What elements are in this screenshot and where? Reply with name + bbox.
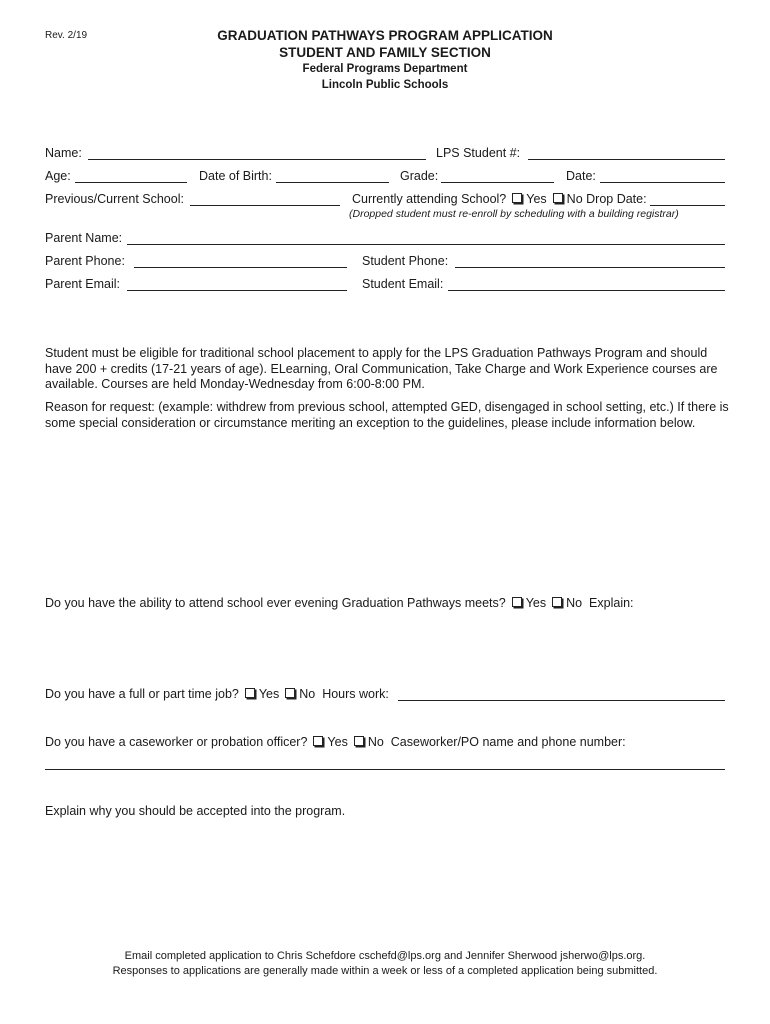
caseworker-question-group (45, 735, 626, 749)
job-no-label: No (299, 687, 316, 701)
dob-field[interactable] (276, 182, 389, 183)
name-label: Name: (45, 146, 82, 160)
attending-no-checkbox[interactable] (553, 193, 563, 203)
dob-label: Date of Birth: (199, 169, 272, 183)
date-field[interactable] (600, 182, 725, 183)
footer-response-note: Responses to applications are generally made within a week or less of a completed application being submitted. (112, 965, 658, 977)
evening-yes-checkbox[interactable] (512, 597, 522, 607)
eligibility-text: Student must be eligible for traditional school placement to apply for the LPS Graduation Pathways Program and should have 200 + credits (17-21 years of age). ELearning, Oral Communication, Take Charge and Work Experience courses are available. Courses are held Monday-Wednesday from 6:00-8:00 PM. (45, 346, 718, 391)
parent-email-field[interactable] (127, 290, 347, 291)
caseworker-question-label: Do you have a caseworker or probation officer? (45, 735, 308, 749)
name-field[interactable] (88, 159, 426, 160)
previous-school-field[interactable] (190, 205, 340, 206)
why-accepted-label: Explain why you should be accepted into the program. (45, 804, 346, 818)
evening-no-label: No (566, 596, 583, 610)
student-phone-label: Student Phone: (362, 254, 449, 268)
grade-field[interactable] (441, 182, 554, 183)
attending-no-label: No (566, 192, 583, 206)
drop-date-label: Drop Date: (586, 192, 647, 206)
evening-question-label: Do you have the ability to attend school ever evening Graduation Pathways meets? (45, 596, 506, 610)
footer-email-instructions: Email completed application to Chris Schefdore cschefd@lps.org and Jennifer Sherwood jsherwo@lps.org. (124, 950, 646, 962)
attending-yes-label: Yes (526, 192, 547, 206)
job-question-label: Do you have a full or part time job? (45, 687, 239, 701)
evening-no-checkbox[interactable] (552, 597, 562, 607)
department-name: Federal Programs Department (302, 63, 468, 75)
parent-email-label: Parent Email: (45, 277, 121, 291)
job-yes-checkbox[interactable] (245, 688, 255, 698)
caseworker-no-label: No (367, 735, 384, 749)
caseworker-yes-checkbox[interactable] (313, 736, 323, 746)
dropped-student-note: (Dropped student must re-enroll by scheduling with a building registrar) (349, 208, 679, 220)
caseworker-name-field[interactable] (45, 769, 725, 770)
evening-yes-label: Yes (525, 596, 547, 610)
parent-name-label: Parent Name: (45, 231, 123, 245)
revision-label: Rev. 2/19 (45, 30, 88, 41)
student-phone-field[interactable] (455, 267, 725, 268)
job-no-checkbox[interactable] (285, 688, 295, 698)
currently-attending-group (352, 192, 647, 206)
drop-date-field[interactable] (650, 205, 725, 206)
parent-name-field[interactable] (127, 244, 725, 245)
student-email-label: Student Email: (362, 277, 444, 291)
currently-attending-label: Currently attending School? (352, 192, 507, 206)
date-label: Date: (566, 169, 596, 183)
caseworker-name-label: Caseworker/PO name and phone number: (390, 735, 626, 749)
previous-school-label: Previous/Current School: (45, 192, 184, 206)
lps-student-number-field[interactable] (528, 159, 725, 160)
parent-phone-label: Parent Phone: (45, 254, 125, 268)
job-yes-label: Yes (258, 687, 280, 701)
hours-work-label: Hours work: (322, 687, 389, 701)
district-name: Lincoln Public Schools (321, 79, 449, 91)
evening-explain-label: Explain: (589, 596, 634, 610)
hours-work-field[interactable] (398, 700, 725, 701)
attending-yes-checkbox[interactable] (512, 193, 522, 203)
parent-phone-field[interactable] (134, 267, 347, 268)
lps-student-number-label: LPS Student #: (436, 146, 521, 160)
age-field[interactable] (75, 182, 187, 183)
caseworker-yes-label: Yes (327, 735, 348, 749)
evening-question-group (45, 596, 634, 610)
form-subtitle: STUDENT AND FAMILY SECTION (279, 45, 491, 60)
student-email-field[interactable] (448, 290, 725, 291)
job-question-group (45, 687, 389, 701)
age-label: Age: (45, 169, 71, 183)
form-title: GRADUATION PATHWAYS PROGRAM APPLICATION (217, 28, 553, 43)
reason-text: Reason for request: (example: withdrew from previous school, attempted GED, disengaged in school setting, etc.) If there is some special consideration or circumstance meriting an exception to the guidelines, please include information below. (45, 400, 729, 430)
caseworker-no-checkbox[interactable] (354, 736, 364, 746)
grade-label: Grade: (400, 169, 439, 183)
